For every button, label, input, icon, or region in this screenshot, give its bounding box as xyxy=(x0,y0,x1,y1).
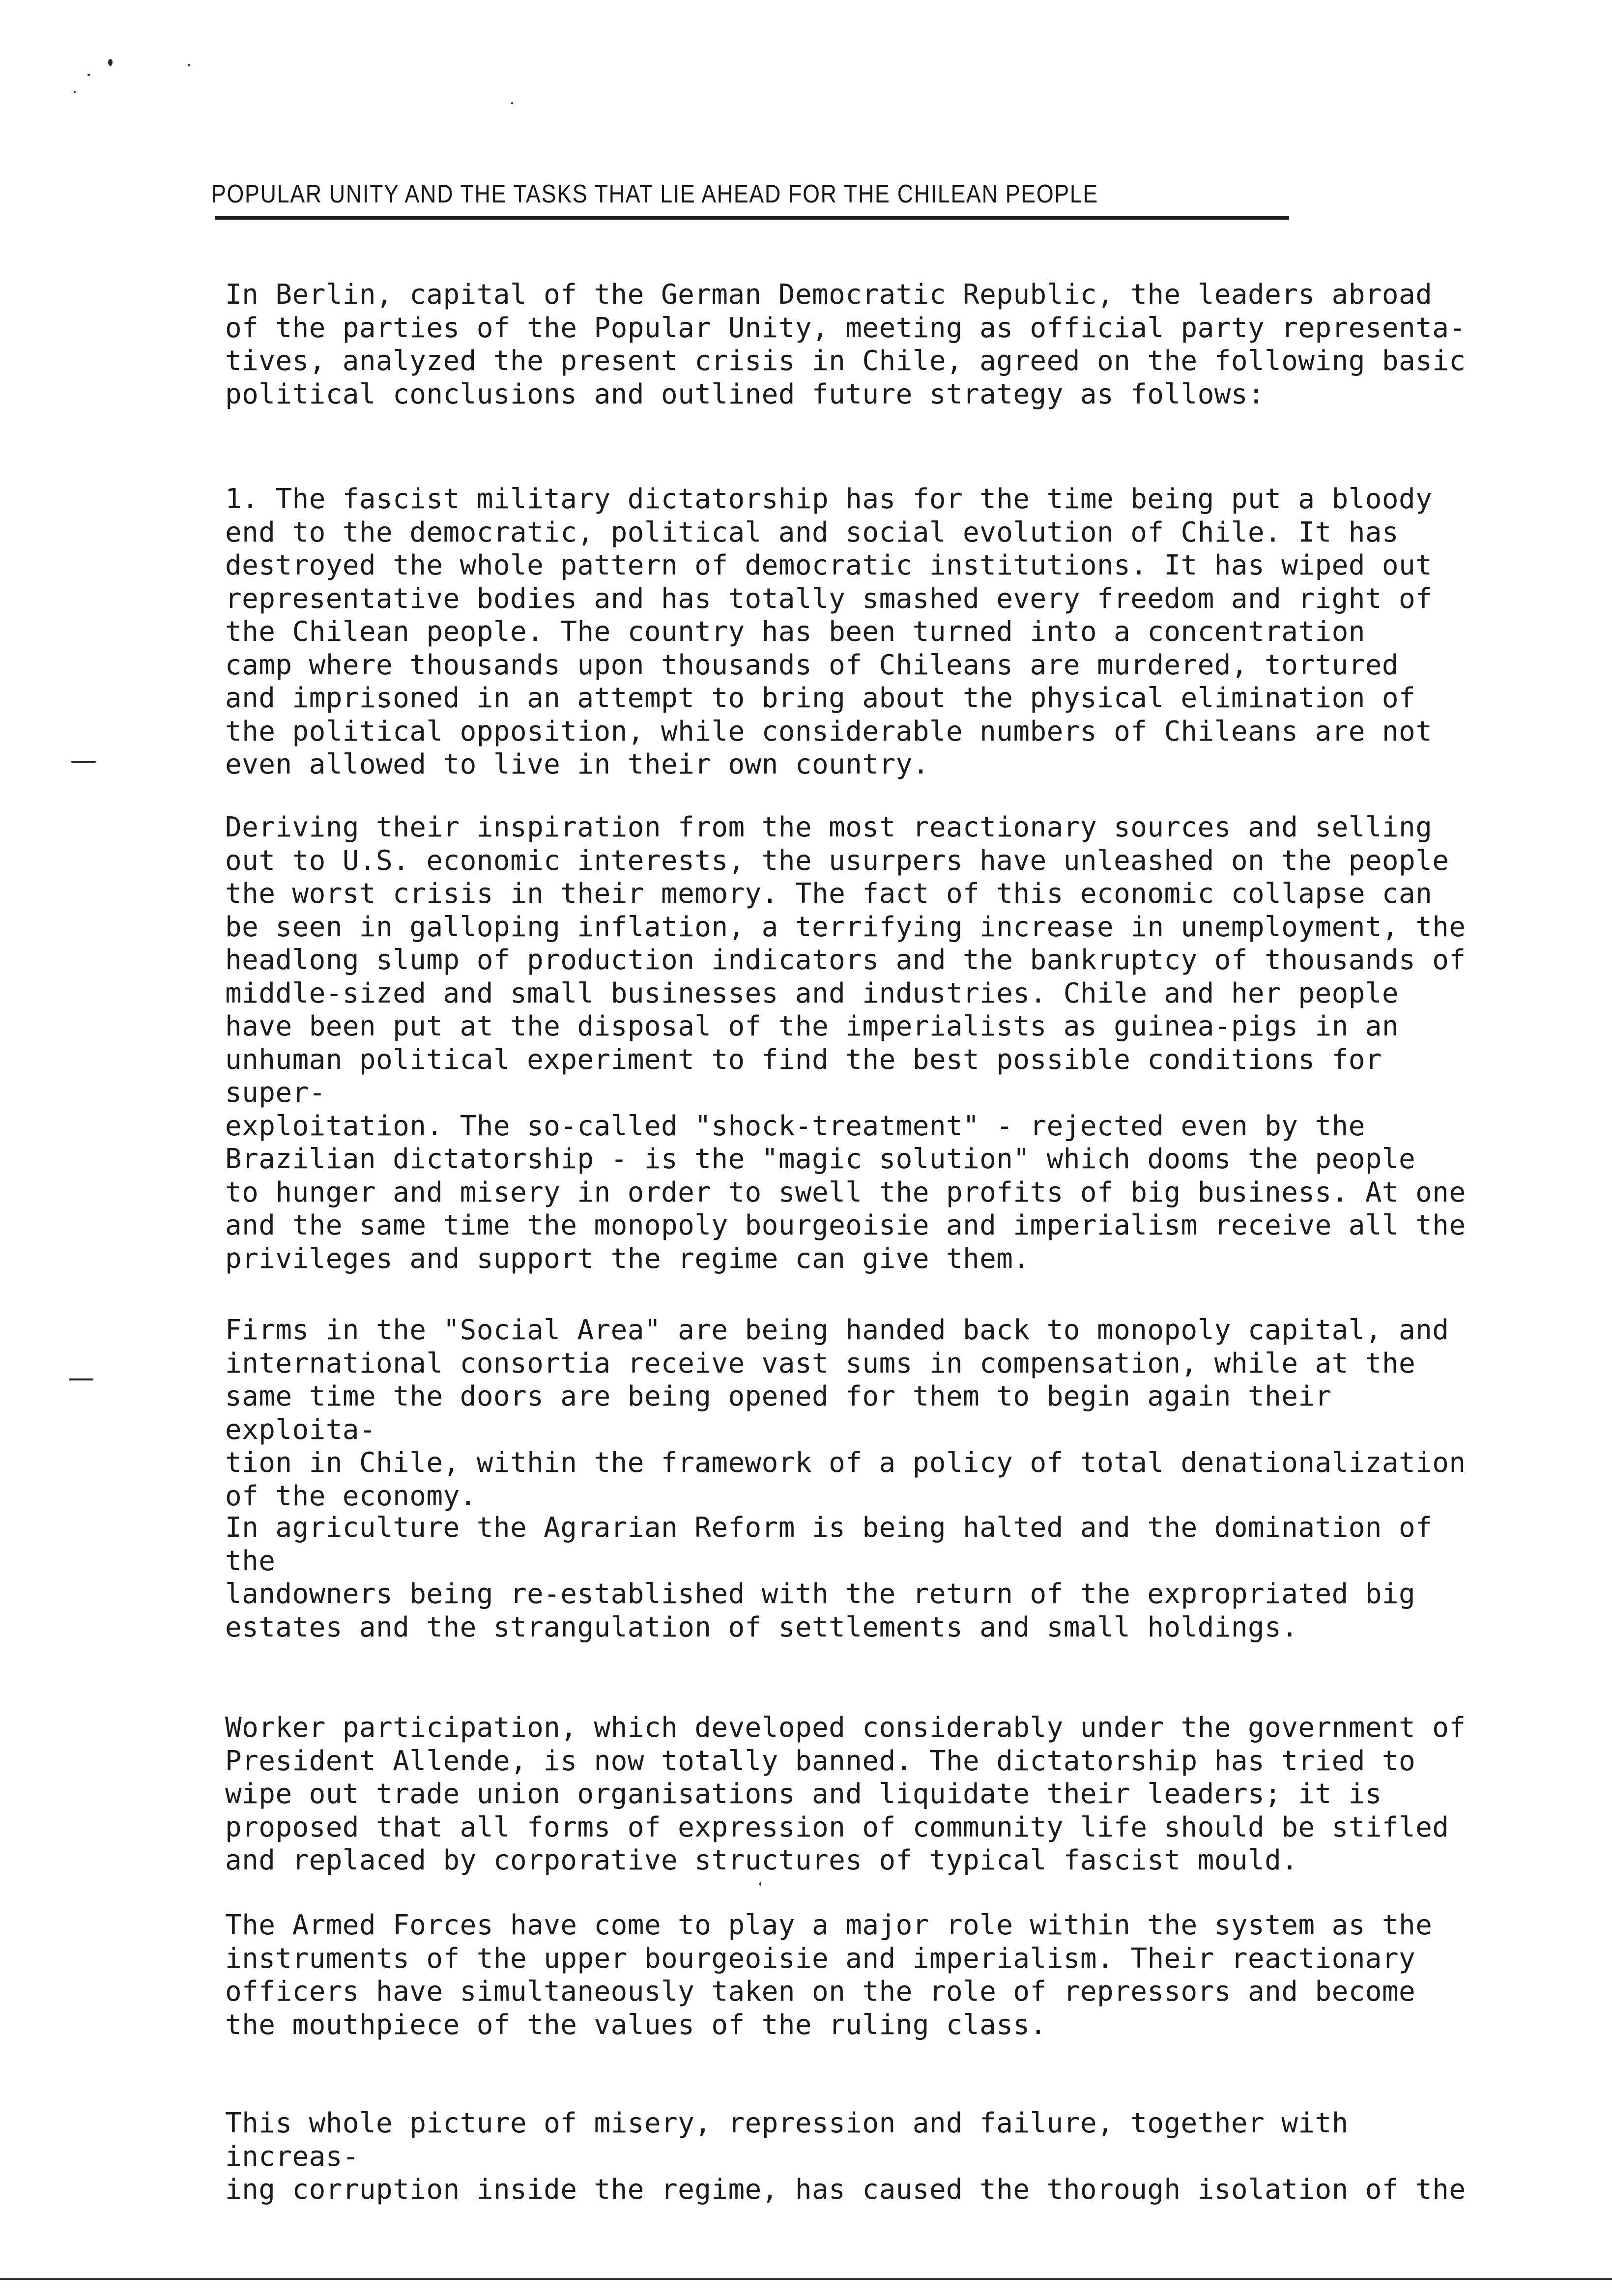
paragraph-7: This whole picture of misery, repression and failure, together with increas- ing corruption inside the regime, has caused the thorough isolation of the xyxy=(225,2107,1466,2206)
page-bottom-edge xyxy=(0,2278,1612,2280)
paragraph-4: In agriculture the Agrarian Reform is being halted and the domination of the landowners being re-established with the return of the expropriated big estates and the strangulation of settlements and small holdings. xyxy=(225,1512,1433,1643)
paragraph-1: 1. The fascist military dictatorship has for the time being put a bloody end to the democratic, political and social evolution of Chile. It has destroyed the whole pattern of democratic institutions. It has wiped out representative bodies and has totally smashed every freedom and right of the Chilean people. The country has been turned into a concentration camp where thousands upon thousands of Chileans are murdered, tortured and imprisoned in an attempt to bring about the physical elimination of the political opposition, while considerable numbers of Chileans are not even allowed to live in their own country. xyxy=(225,483,1433,780)
margin-mark xyxy=(71,761,96,763)
paragraph-2: Deriving their inspiration from the most reactionary sources and selling out to U.S. economic interests, the usurpers have unleashed on the people the worst crisis in their memory. The fact of this economic collapse can be seen in galloping inflation, a terrifying increase in unemployment, the headlong slump of production indicators and the bankruptcy of thousands of middle-sized and small businesses and industries. Chile and her people have been put at the disposal of the imperialists as guinea-pigs in an unhuman political experiment to find the best possible conditions for super- exploitation. The so-called "shock-treatment" - rejected even by the Brazilian dictatorship - is the "magic solution" which dooms the people to hunger and misery in order to swell the profits of big business. At one and the same time the monopoly bourgeoisie and imperialism receive all the privileges and support the regime can give them. xyxy=(225,811,1466,1275)
paragraph-intro: In Berlin, capital of the German Democratic Republic, the leaders abroad of the parties of the Popular Unity, meeting as official party representa- tives, analyzed the present crisis in Chile, agreed on the following basic political conclusions and outlined future strategy as follows: xyxy=(225,279,1466,410)
margin-mark xyxy=(69,1378,93,1380)
scan-speck xyxy=(759,1882,761,1886)
paragraph-6: The Armed Forces have come to play a major role within the system as the instruments of the upper bourgeoisie and imperialism. Their reactionary officers have simultaneously taken on the role of repressors and become the mouthpiece of the values of the ruling class. xyxy=(225,1909,1433,2041)
scan-speck xyxy=(108,59,113,66)
title-underline xyxy=(215,216,1289,220)
scan-speck xyxy=(74,91,76,93)
document-title: POPULAR UNITY AND THE TASKS THAT LIE AHEAD FOR THE CHILEAN PEOPLE xyxy=(211,180,1099,208)
scan-speck xyxy=(511,102,513,104)
paragraph-5: Worker participation, which developed considerably under the government of President Allende, is now totally banned. The dictatorship has tried to wipe out trade union organisations and liquidate their leaders; it is proposed that all forms of expression of community life should be stifled and replaced by corporative structures of typical fascist mould. xyxy=(225,1712,1466,1876)
paragraph-3: Firms in the "Social Area" are being handed back to monopoly capital, and international consortia receive vast sums in compensation, while at the same time the doors are being opened for them to begin again their exploita- tion in Chile, within the framework of a policy of total denationalization of the economy. xyxy=(225,1314,1466,1512)
scan-speck xyxy=(188,64,190,66)
scan-speck xyxy=(87,74,90,76)
